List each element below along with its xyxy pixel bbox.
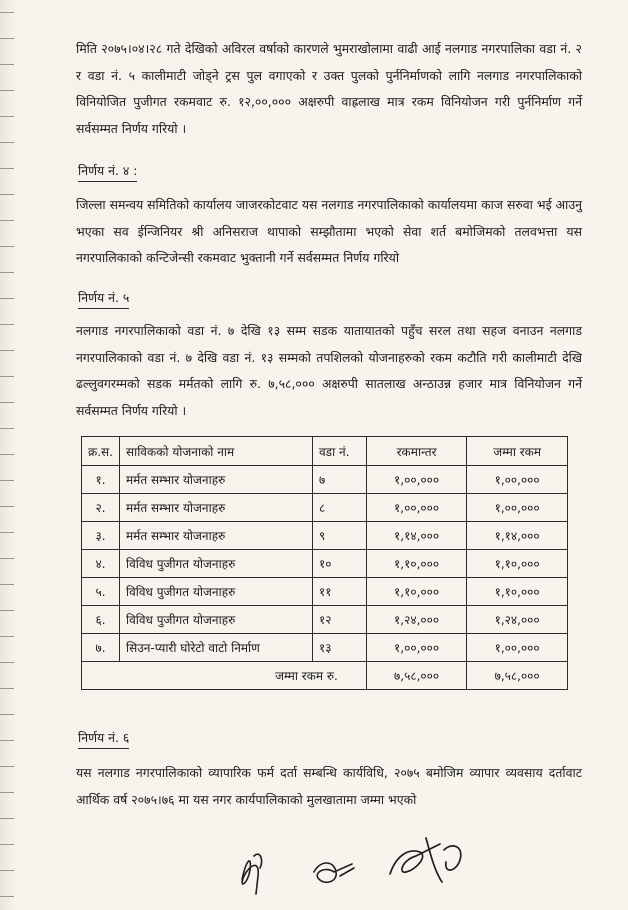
margin-tick <box>0 168 14 169</box>
total-transfer-amount: ७,५८,००० <box>366 662 466 690</box>
margin-tick <box>0 870 14 871</box>
margin-tick <box>0 376 14 377</box>
margin-tick <box>0 350 14 351</box>
cell-serial: ४. <box>82 550 120 578</box>
margin-tick <box>0 64 14 65</box>
cell-total-amount: १,१४,००० <box>467 522 568 550</box>
total-sum-amount: ७,५८,००० <box>467 662 568 690</box>
margin-tick <box>0 896 14 897</box>
cell-total-amount: १,००,००० <box>467 494 568 522</box>
cell-transfer-amount: १,००,००० <box>366 494 466 522</box>
margin-tick <box>0 142 14 143</box>
margin-tick <box>0 298 14 299</box>
signature-1 <box>242 854 262 894</box>
cell-total-amount: १,१०,००० <box>467 550 568 578</box>
cell-transfer-amount: १,१०,००० <box>366 550 466 578</box>
margin-tick <box>0 662 14 663</box>
cell-ward: ८ <box>312 494 366 522</box>
margin-tick <box>0 844 14 845</box>
margin-tick <box>0 116 14 117</box>
margin-tick <box>0 480 14 481</box>
budget-transfer-table <box>81 436 568 690</box>
cell-transfer-amount: १,१४,००० <box>366 522 466 550</box>
cell-total-amount: १,२४,००० <box>467 606 568 634</box>
margin-tick <box>0 506 14 507</box>
margin-tick <box>0 636 14 637</box>
margin-tick <box>0 818 14 819</box>
margin-tick <box>0 532 14 533</box>
margin-tick <box>0 90 14 91</box>
table-row <box>82 522 568 550</box>
table-row <box>82 494 568 522</box>
cell-ward: ७ <box>312 466 366 494</box>
table-header-row <box>82 437 568 466</box>
table-row <box>82 550 568 578</box>
margin-tick <box>0 194 14 195</box>
margin-tick <box>0 220 14 221</box>
cell-ward: १२ <box>312 606 366 634</box>
cell-project-name: विविध पुजीगत योजनाहरु <box>119 578 312 606</box>
cell-ward: १३ <box>312 634 366 662</box>
margin-tick <box>0 688 14 689</box>
margin-tick <box>0 324 14 325</box>
cell-project-name: मर्मत सम्भार योजनाहरु <box>119 494 312 522</box>
cell-transfer-amount: १,१०,००० <box>366 578 466 606</box>
margin-tick <box>0 38 14 39</box>
cell-transfer-amount: १,२४,००० <box>366 606 466 634</box>
table-row <box>82 578 568 606</box>
margin-tick <box>0 610 14 611</box>
header-transfer-amount: रकमान्तर <box>366 437 466 466</box>
cell-ward: १० <box>312 550 366 578</box>
cell-transfer-amount: १,००,००० <box>366 634 466 662</box>
cell-serial: २. <box>82 494 120 522</box>
table-total-row <box>82 662 568 690</box>
cell-serial: ६. <box>82 606 120 634</box>
margin-tick <box>0 454 14 455</box>
decision-6-paragraph: यस नलगाड नगरपालिकाको व्यापारिक फर्म दर्ता सम्बन्धि कार्यविधि, २०७५ बमोजिम व्यापार व्यवसाय दर्तावाट आर्थिक वर्ष २०७५।७६ मा यस नगर कार्यपालिकाको मुलखातामा जम्मा भएको <box>76 765 582 807</box>
margin-tick <box>0 766 14 767</box>
cell-serial: ७. <box>82 634 120 662</box>
margin-tick <box>0 792 14 793</box>
margin-tick <box>0 584 14 585</box>
margin-tick <box>0 12 14 13</box>
total-label: जम्मा रकम रु. <box>82 662 367 690</box>
cell-total-amount: १,१०,००० <box>467 578 568 606</box>
cell-project-name: विविध पुजीगत योजनाहरु <box>119 606 312 634</box>
signature-3 <box>390 838 461 882</box>
margin-tick <box>0 272 14 273</box>
decision-paragraph-bridge: मिति २०७५।०४।२८ गते देखिको अविरल वर्षाको कारणले भुमराखोलामा वाढी आई नलगाड नगरपालिका वडा नं. २ र वडा नं. ५ कालीमाटी जोड्ने ट्रस पुल वगाएको र उक्त पुलको पुर्ननिर्माणको लागि नलगाड नगरपालिकाको विनियोजित पुजीगत रकमवाट रु. १२,००,००० अक्षरुपी वाह्रलाख मात्र रकम विनियोजन गरी पुर्ननिर्माण गर्ने सर्वसम्मत निर्णय गरियो । <box>76 41 582 136</box>
signature-2 <box>314 863 354 882</box>
signatures-area <box>230 820 530 900</box>
table-row <box>82 606 568 634</box>
decision-4-heading: निर्णय नं. ४ : <box>78 162 137 182</box>
cell-serial: ३. <box>82 522 120 550</box>
margin-tick <box>0 402 14 403</box>
decision-5-heading: निर्णय नं. ५ <box>78 289 129 309</box>
cell-ward: ११ <box>312 578 366 606</box>
margin-tick <box>0 558 14 559</box>
header-total-amount: जम्मा रकम <box>467 437 568 466</box>
decision-6-heading: निर्णय नं. ६ <box>78 729 129 749</box>
cell-project-name: मर्मत सम्भार योजनाहरु <box>119 466 312 494</box>
table-row <box>82 466 568 494</box>
margin-tick <box>0 246 14 247</box>
decision-5-paragraph: नलगाड नगरपालिकाको वडा नं. ७ देखि १३ सम्म सडक यातायातको पहुँच सरल तथा सहज वनाउन नलगाड नगरपालिकाको वडा नं. ७ देखि वडा नं. १३ सम्मको तपशिलको योजनाहरुको रकम कटौति गरी कालीमाटी देखि ढल्लुवगरम्मको सडक मर्मतको लागि रु. ७,५८,००० अक्षरुपी सातलाख अन्ठाउन्न हजार मात्र विनियोजन गर्ने सर्वसम्मत निर्णय गरियो । <box>76 323 582 418</box>
header-serial: क्र.स. <box>82 437 120 466</box>
margin-tick <box>0 714 14 715</box>
cell-project-name: विविध पुजीगत योजनाहरु <box>119 550 312 578</box>
margin-tick <box>0 740 14 741</box>
cell-serial: १. <box>82 466 120 494</box>
cell-project-name: मर्मत सम्भार योजनाहरु <box>119 522 312 550</box>
notebook-margin <box>0 0 14 910</box>
cell-total-amount: १,००,००० <box>467 634 568 662</box>
cell-project-name: सिउन-प्यारी घोरेटो वाटो निर्माण <box>119 634 312 662</box>
cell-serial: ५. <box>82 578 120 606</box>
header-ward: वडा नं. <box>312 437 366 466</box>
header-project-name: साविकको योजनाको नाम <box>119 437 312 466</box>
cell-ward: ९ <box>312 522 366 550</box>
decision-4-paragraph: जिल्ला समन्वय समितिको कार्यालय जाजरकोटवाट यस नलगाड नगरपालिकाको कार्यालयमा काज सरुवा भई आउनु भएका सव ईन्जिनियर श्री अनिसराज थापाको सम्झौतामा भएको सेवा शर्त बमोजिमको तलवभत्ता यस नगरपालिकाको कन्टिजेन्सी रकमवाट भुक्तानी गर्ने सर्वसम्मत निर्णय गरियो <box>76 197 582 265</box>
cell-total-amount: १,००,००० <box>467 466 568 494</box>
table-row <box>82 634 568 662</box>
cell-transfer-amount: १,००,००० <box>366 466 466 494</box>
margin-tick <box>0 428 14 429</box>
